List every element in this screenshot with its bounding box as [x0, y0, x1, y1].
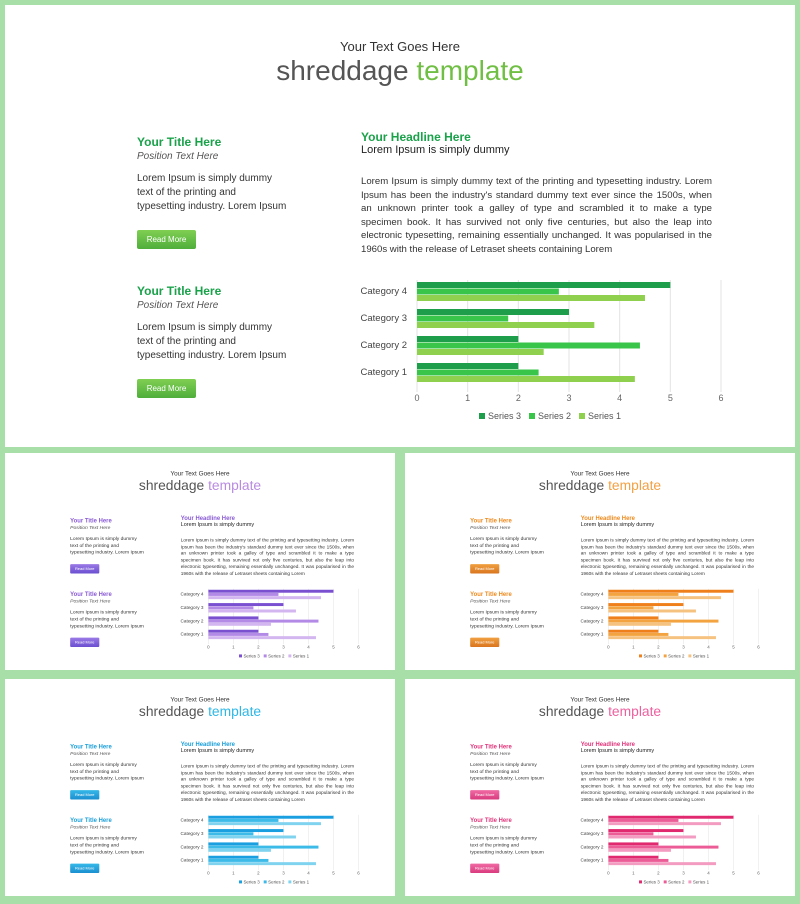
- legend-label: Series 2: [668, 653, 685, 659]
- card-1-title: Your Title Here: [470, 517, 512, 525]
- x-tick-label: 5: [332, 870, 335, 876]
- bar-series-2: [417, 316, 508, 322]
- legend-swatch: [664, 880, 667, 883]
- legend-swatch: [288, 654, 291, 657]
- bar-series-1: [608, 623, 671, 626]
- headline: Your Headline Here: [361, 130, 471, 144]
- bar-series-3: [208, 829, 283, 832]
- slide-title: [5, 704, 395, 720]
- y-category-label: Category 1: [360, 367, 407, 378]
- bar-series-3: [608, 816, 733, 819]
- slide-title: [405, 478, 795, 494]
- bar-series-1: [608, 596, 721, 599]
- title-accent: template: [208, 703, 262, 719]
- x-tick-label: 4: [707, 644, 710, 650]
- bar-chart: [178, 810, 366, 889]
- bar-series-3: [608, 856, 658, 859]
- bar-series-1: [417, 322, 594, 328]
- bar-series-2: [608, 593, 678, 596]
- legend-swatch: [264, 880, 267, 883]
- bar-series-3: [417, 309, 569, 315]
- bar-series-1: [417, 295, 645, 301]
- bar-series-1: [208, 836, 296, 839]
- x-tick-label: 3: [282, 644, 285, 650]
- x-tick-label: 2: [257, 870, 260, 876]
- title-main: shreddage: [138, 703, 205, 719]
- card-1-title: Your Title Here: [470, 743, 512, 751]
- bar-series-1: [208, 636, 316, 639]
- card-1-read-more-button[interactable]: Read More: [137, 230, 196, 249]
- legend-label: Series 2: [268, 653, 285, 659]
- legend-swatch: [688, 880, 691, 883]
- slide-content: [405, 679, 795, 896]
- bar-series-3: [208, 603, 283, 606]
- title-main: shreddage: [138, 477, 205, 493]
- legend-swatch: [664, 654, 667, 657]
- body-paragraph: Lorem Ipsum is simply dummy text of the printing and typesetting industry. Lorem Ipsum has been the industry's standard dummy text ever since the 1500s, when an unknown printer took a galley of type and scrambled it to make a type specimen book. It has survived not only five centuries, but also the leap into electronic typesetting, remaining essentially unchanged. It was popularised in the 1960s with the release of Letraset sheets containing Lorem: [580, 537, 755, 577]
- x-tick-label: 4: [307, 644, 310, 650]
- card-2-body: Lorem Ipsum is simply dummy text of the printing and typesetting industry. Lorem Ipsum: [137, 322, 287, 361]
- legend-label: Series 3: [243, 879, 260, 885]
- bar-series-1: [608, 636, 716, 639]
- legend-label: Series 3: [488, 411, 522, 421]
- slide-title: [5, 478, 395, 494]
- card-1-position: Position Text Here: [70, 751, 111, 757]
- bar-series-3: [608, 590, 733, 593]
- bar-series-2: [208, 593, 278, 596]
- x-tick-label: 2: [515, 393, 521, 403]
- card-2-body: Lorem Ipsum is simply dummy text of the printing and typesetting industry. Lorem Ipsum: [70, 609, 144, 629]
- y-category-label: Category 3: [180, 605, 204, 611]
- y-category-label: Category 3: [180, 831, 204, 837]
- bar-series-1: [608, 610, 696, 613]
- card-2-read-more-button[interactable]: Read More: [137, 379, 196, 398]
- y-category-label: Category 4: [180, 591, 204, 597]
- legend-label: Series 2: [538, 411, 572, 421]
- bar-series-2: [208, 620, 318, 623]
- slide-title: [5, 55, 795, 87]
- card-1-body: Lorem Ipsum is simply dummy text of the printing and typesetting industry. Lorem Ipsum: [470, 535, 544, 556]
- headline-sub: Lorem Ipsum is simply dummy: [361, 144, 510, 156]
- y-category-label: Category 3: [580, 605, 604, 611]
- bar-chart: [178, 584, 366, 663]
- card-2-body: Lorem Ipsum is simply dummy text of the printing and typesetting industry. Lorem Ipsum: [470, 609, 544, 629]
- bar-chart: [578, 810, 766, 889]
- card-2-read-more-button[interactable]: Read More: [70, 638, 99, 647]
- x-tick-label: 3: [682, 644, 685, 650]
- title-accent: template: [608, 477, 662, 493]
- x-tick-label: 2: [657, 644, 660, 650]
- bar-series-2: [608, 620, 718, 623]
- bar-series-2: [208, 832, 253, 835]
- headline: Your Headline Here: [580, 740, 635, 748]
- x-tick-label: 5: [332, 644, 335, 650]
- bar-series-1: [208, 862, 316, 865]
- bar-series-3: [608, 842, 658, 845]
- bar-series-2: [608, 846, 718, 849]
- x-tick-label: 6: [757, 870, 760, 876]
- slide-subtitle: Your Text Goes Here: [170, 469, 230, 478]
- card-2-position: Position Text Here: [470, 598, 511, 605]
- legend-label: Series 1: [692, 653, 710, 659]
- x-tick-label: 0: [414, 393, 420, 403]
- bar-series-3: [208, 842, 258, 845]
- slide-subtitle: Your Text Goes Here: [570, 469, 630, 478]
- x-tick-label: 3: [682, 870, 685, 876]
- bar-series-3: [608, 630, 658, 633]
- card-2-position: Position Text Here: [70, 598, 111, 605]
- legend-label: Series 3: [643, 653, 660, 659]
- legend-swatch: [529, 413, 535, 419]
- legend-swatch: [688, 654, 691, 657]
- card-1-title: Your Title Here: [70, 517, 112, 525]
- legend-swatch: [239, 880, 242, 883]
- bar-series-3: [208, 630, 258, 633]
- bar-series-2: [417, 289, 559, 295]
- legend-label: Series 1: [292, 879, 310, 885]
- legend-swatch: [288, 880, 291, 883]
- bar-series-1: [608, 849, 671, 852]
- bar-series-2: [417, 370, 539, 376]
- slide-subtitle: Your Text Goes Here: [170, 695, 230, 704]
- bar-series-2: [208, 606, 253, 609]
- card-1-position: Position Text Here: [137, 151, 219, 162]
- bar-series-1: [417, 349, 544, 355]
- y-category-label: Category 4: [580, 817, 604, 823]
- bar-series-3: [208, 856, 258, 859]
- x-tick-label: 0: [207, 644, 210, 650]
- body-paragraph: Lorem Ipsum is simply dummy text of the printing and typesetting industry. Lorem Ipsum has been the industry's standard dummy text ever since the 1500s, when an unknown printer took a galley of type and scrambled it to make a type specimen book. It has survived not only five centuries, but also the leap into electronic typesetting, remaining essentially unchanged. It was popularised in the 1960s with the release of Letraset sheets containing Lorem: [361, 176, 712, 255]
- legend-swatch: [579, 413, 585, 419]
- headline-sub: Lorem Ipsum is simply dummy: [580, 747, 655, 754]
- card-1-body: Lorem Ipsum is simply dummy text of the printing and typesetting industry. Lorem Ipsum: [70, 535, 144, 556]
- bar-series-3: [608, 616, 658, 619]
- title-main: shreddage: [276, 55, 409, 86]
- x-tick-label: 5: [732, 644, 735, 650]
- y-category-label: Category 2: [580, 844, 604, 850]
- card-2-read-more-button[interactable]: Read More: [70, 864, 99, 873]
- card-2-title: Your Title Here: [70, 816, 112, 824]
- bar-series-1: [208, 623, 271, 626]
- bar-series-1: [417, 376, 635, 382]
- title-accent: template: [608, 703, 662, 719]
- headline-sub: Lorem Ipsum is simply dummy: [180, 521, 255, 528]
- bar-series-2: [608, 633, 668, 636]
- slide-content: [5, 453, 395, 670]
- legend-swatch: [479, 413, 485, 419]
- bar-series-2: [608, 606, 653, 609]
- bar-series-1: [608, 862, 716, 865]
- y-category-label: Category 1: [580, 631, 604, 637]
- slide-subtitle: Your Text Goes Here: [570, 695, 630, 704]
- body-paragraph: Lorem Ipsum is simply dummy text of the printing and typesetting industry. Lorem Ipsum has been the industry's standard dummy text ever since the 1500s, when an unknown printer took a galley of type and scrambled it to make a type specimen book. It has survived not only five centuries, but also the leap into electronic typesetting, remaining essentially unchanged. It was popularised in the 1960s with the release of Letraset sheets containing Lorem: [180, 763, 355, 803]
- title-accent: template: [416, 55, 524, 86]
- card-2-position: Position Text Here: [70, 824, 111, 831]
- y-category-label: Category 3: [360, 313, 407, 324]
- card-2-title: Your Title Here: [137, 284, 222, 298]
- x-tick-label: 0: [207, 870, 210, 876]
- bar-series-3: [417, 363, 518, 369]
- card-2-title: Your Title Here: [70, 590, 112, 598]
- bar-series-1: [208, 610, 296, 613]
- x-tick-label: 0: [607, 644, 610, 650]
- card-1-title: Your Title Here: [137, 135, 222, 149]
- slide-purple[interactable]: [5, 453, 395, 670]
- card-2-read-more-button[interactable]: Read More: [470, 864, 499, 873]
- bar-series-2: [608, 859, 668, 862]
- title-accent: template: [208, 477, 262, 493]
- x-tick-label: 3: [566, 393, 572, 403]
- bar-series-1: [208, 849, 271, 852]
- legend-label: Series 3: [243, 653, 260, 659]
- bar-series-2: [608, 819, 678, 822]
- body-paragraph: Lorem Ipsum is simply dummy text of the printing and typesetting industry. Lorem Ipsum has been the industry's standard dummy text ever since the 1500s, when an unknown printer took a galley of type and scrambled it to make a type specimen book. It has survived not only five centuries, but also the leap into electronic typesetting, remaining essentially unchanged. It was popularised in the 1960s with the release of Letraset sheets containing Lorem: [580, 763, 755, 803]
- slide-pink[interactable]: [405, 679, 795, 896]
- legend-label: Series 1: [292, 653, 310, 659]
- y-category-label: Category 2: [360, 340, 407, 351]
- card-2-body: Lorem Ipsum is simply dummy text of the printing and typesetting industry. Lorem Ipsum: [70, 835, 144, 855]
- bar-series-3: [208, 616, 258, 619]
- card-1-body: Lorem Ipsum is simply dummy text of the printing and typesetting industry. Lorem Ipsum: [470, 761, 544, 782]
- x-tick-label: 2: [657, 870, 660, 876]
- slide-content: [405, 453, 795, 670]
- y-category-label: Category 4: [360, 286, 407, 297]
- x-tick-label: 6: [757, 644, 760, 650]
- y-category-label: Category 2: [580, 618, 604, 624]
- title-main: shreddage: [538, 477, 605, 493]
- card-1-read-more-button[interactable]: Read More: [470, 564, 499, 573]
- legend-label: Series 2: [268, 879, 285, 885]
- legend-label: Series 1: [588, 411, 622, 421]
- bar-series-1: [608, 822, 721, 825]
- bar-series-2: [417, 343, 640, 349]
- bar-series-3: [208, 816, 333, 819]
- x-tick-label: 4: [307, 870, 310, 876]
- headline-sub: Lorem Ipsum is simply dummy: [580, 521, 655, 528]
- card-2-title: Your Title Here: [470, 816, 512, 824]
- body-paragraph: Lorem Ipsum is simply dummy text of the printing and typesetting industry. Lorem Ipsum has been the industry's standard dummy text ever since the 1500s, when an unknown printer took a galley of type and scrambled it to make a type specimen book. It has survived not only five centuries, but also the leap into electronic typesetting, remaining essentially unchanged. It was popularised in the 1960s with the release of Letraset sheets containing Lorem: [180, 537, 355, 577]
- x-tick-label: 4: [617, 393, 623, 403]
- bar-series-2: [208, 819, 278, 822]
- card-2-position: Position Text Here: [470, 824, 511, 831]
- headline-sub: Lorem Ipsum is simply dummy: [180, 747, 255, 754]
- x-tick-label: 6: [357, 644, 360, 650]
- title-main: shreddage: [538, 703, 605, 719]
- legend-label: Series 1: [692, 879, 710, 885]
- x-tick-label: 1: [632, 644, 635, 650]
- card-1-read-more-button[interactable]: Read More: [70, 564, 99, 573]
- headline: Your Headline Here: [580, 514, 635, 522]
- slide-green[interactable]: [5, 5, 795, 447]
- card-1-position: Position Text Here: [70, 525, 111, 531]
- y-category-label: Category 3: [580, 831, 604, 837]
- headline: Your Headline Here: [180, 514, 235, 522]
- bar-series-3: [417, 282, 670, 288]
- x-tick-label: 0: [607, 870, 610, 876]
- x-tick-label: 6: [357, 870, 360, 876]
- bar-chart: [578, 584, 766, 663]
- card-1-title: Your Title Here: [70, 743, 112, 751]
- x-tick-label: 6: [718, 393, 724, 403]
- card-1-read-more-button[interactable]: Read More: [470, 790, 499, 799]
- card-2-position: Position Text Here: [137, 300, 219, 311]
- bar-series-3: [608, 829, 683, 832]
- x-tick-label: 4: [707, 870, 710, 876]
- x-tick-label: 5: [732, 870, 735, 876]
- legend-swatch: [264, 654, 267, 657]
- bar-series-3: [417, 336, 518, 342]
- legend-swatch: [639, 880, 642, 883]
- slide-title: [405, 704, 795, 720]
- headline: Your Headline Here: [180, 740, 235, 748]
- y-category-label: Category 2: [180, 618, 204, 624]
- x-tick-label: 1: [232, 870, 235, 876]
- y-category-label: Category 1: [180, 631, 204, 637]
- y-category-label: Category 1: [180, 857, 204, 863]
- bar-series-2: [608, 832, 653, 835]
- bar-series-2: [208, 859, 268, 862]
- card-2-read-more-button[interactable]: Read More: [470, 638, 499, 647]
- legend-swatch: [639, 654, 642, 657]
- legend-swatch: [239, 654, 242, 657]
- y-category-label: Category 4: [580, 591, 604, 597]
- bar-series-2: [208, 846, 318, 849]
- card-1-body: Lorem Ipsum is simply dummy text of the printing and typesetting industry. Lorem Ipsum: [70, 761, 144, 782]
- card-1-read-more-button[interactable]: Read More: [70, 790, 99, 799]
- card-1-position: Position Text Here: [470, 751, 511, 757]
- x-tick-label: 1: [232, 644, 235, 650]
- y-category-label: Category 4: [180, 817, 204, 823]
- bar-series-1: [608, 836, 696, 839]
- card-2-title: Your Title Here: [470, 590, 512, 598]
- legend-label: Series 2: [668, 879, 685, 885]
- y-category-label: Category 1: [580, 857, 604, 863]
- x-tick-label: 3: [282, 870, 285, 876]
- x-tick-label: 1: [465, 393, 471, 403]
- bar-series-1: [208, 822, 321, 825]
- slide-orange[interactable]: [405, 453, 795, 670]
- slide-subtitle: Your Text Goes Here: [340, 39, 460, 54]
- slide-content: [5, 5, 795, 447]
- bar-chart: [355, 270, 735, 430]
- card-1-position: Position Text Here: [470, 525, 511, 531]
- card-1-body: Lorem Ipsum is simply dummy text of the printing and typesetting industry. Lorem Ipsum: [137, 173, 287, 212]
- x-tick-label: 2: [257, 644, 260, 650]
- bar-series-3: [208, 590, 333, 593]
- y-category-label: Category 2: [180, 844, 204, 850]
- x-tick-label: 1: [632, 870, 635, 876]
- card-2-body: Lorem Ipsum is simply dummy text of the printing and typesetting industry. Lorem Ipsum: [470, 835, 544, 855]
- slide-content: [5, 679, 395, 896]
- bar-series-1: [208, 596, 321, 599]
- slide-blue[interactable]: [5, 679, 395, 896]
- legend-label: Series 3: [643, 879, 660, 885]
- bar-series-2: [208, 633, 268, 636]
- x-tick-label: 5: [667, 393, 673, 403]
- bar-series-3: [608, 603, 683, 606]
